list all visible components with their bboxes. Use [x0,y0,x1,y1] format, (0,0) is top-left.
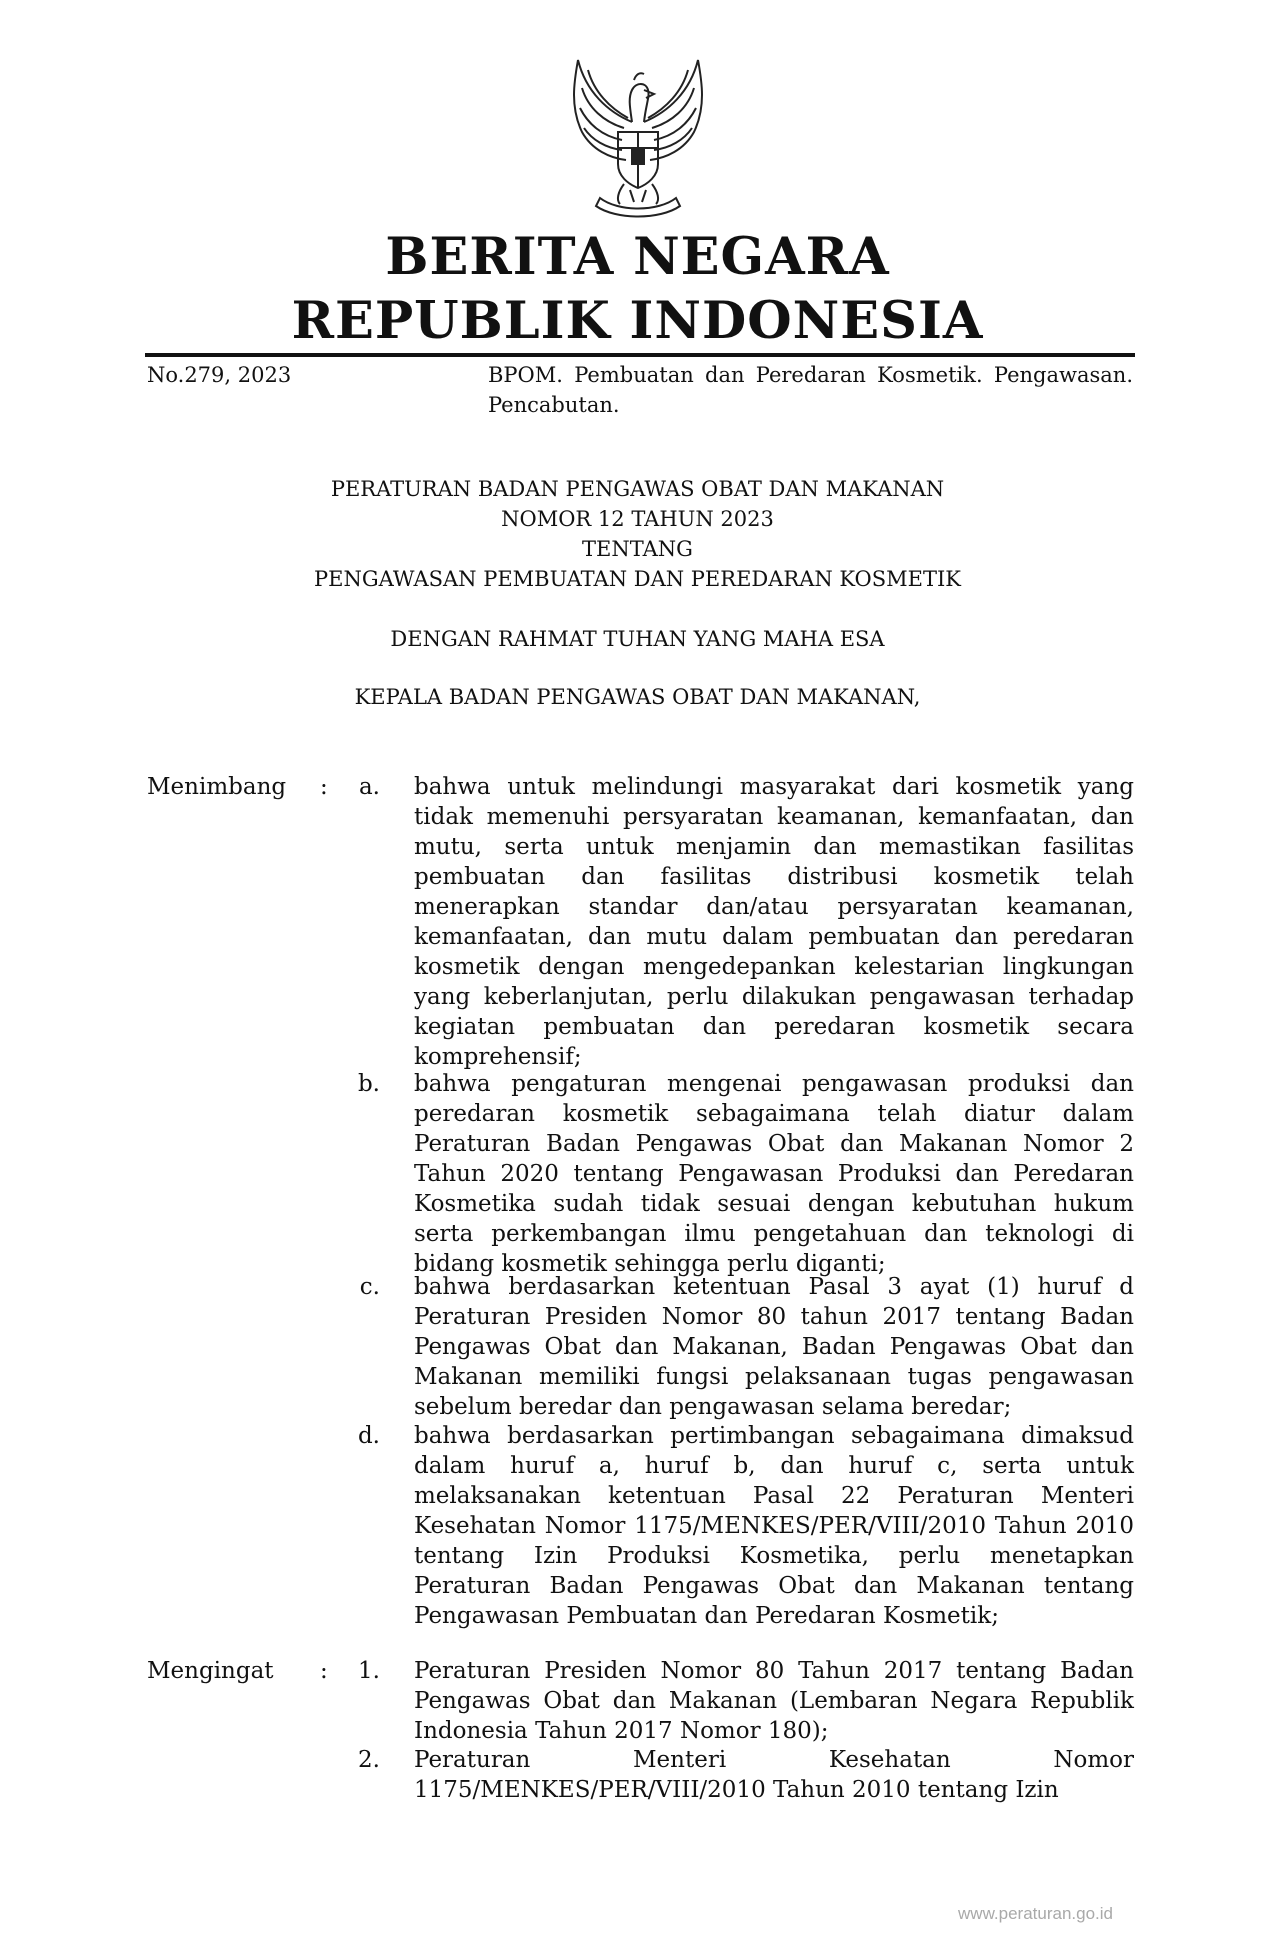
menimbang-colon: : [320,774,328,800]
regulation-title-line2: NOMOR 12 TAHUN 2023 [501,507,774,531]
menimbang-item-d-text: bahwa berdasarkan pertimbangan sebagaimana dimaksud dalam huruf a, huruf b, dan huruf c, serta untuk melaksanakan ketentuan Pasal 22 Peraturan Menteri Kesehatan Nomor 1175/MENKES/PER/VIII/2010 Tahun 2010 tentang Izin Produksi Kosmetika, perlu menetapkan Peraturan Badan Pengawas Obat dan Makanan tentang Pengawasan Pembuatan dan Peredaran Kosmetik; [414,1423,1134,1629]
masthead-divider [145,353,1135,357]
mengingat-item-1-marker: 1. [358,1658,380,1684]
regulation-title-line4: PENGAWASAN PEMBUATAN DAN PEREDARAN KOSMETIK [313,567,961,591]
issue-subject: BPOM. Pembuatan dan Peredaran Kosmetik. Pengawasan. Pencabutan. [488,363,1133,417]
invocation: DENGAN RAHMAT TUHAN YANG MAHA ESA [390,627,885,651]
menimbang-item-c-marker: c. [359,1274,380,1300]
masthead-line2: REPUBLIK INDONESIA [291,291,984,351]
footer-url: www.peraturan.go.id [958,1904,1113,1923]
garuda-pancasila-emblem-icon [548,52,728,222]
mengingat-item-1-text: Peraturan Presiden Nomor 80 Tahun 2017 tentang Badan Pengawas Obat dan Makanan (Lembaran Negara Republik Indonesia Tahun 2017 Nomor 180); [414,1658,1134,1744]
menimbang-item-d-marker: d. [357,1423,380,1449]
mengingat-colon: : [320,1658,328,1684]
issuing-official: KEPALA BADAN PENGAWAS OBAT DAN MAKANAN, [354,685,921,709]
mengingat-item-2-text: Peraturan Menteri Kesehatan Nomor 1175/MENKES/PER/VIII/2010 Tahun 2010 tentang Izin [414,1747,1134,1803]
menimbang-item-c-text: bahwa berdasarkan ketentuan Pasal 3 ayat (1) huruf d Peraturan Presiden Nomor 80 tahun 2017 tentang Badan Pengawas Obat dan Makanan, Badan Pengawas Obat dan Makanan memiliki fungsi pelaksanaan tugas pengawasan sebelum beredar dan pengawasan selama beredar; [414,1274,1134,1420]
mengingat-item-2-marker: 2. [358,1747,380,1773]
menimbang-item-a-marker: a. [358,774,380,800]
masthead-line1: BERITA NEGARA [385,227,890,287]
regulation-title [0,474,1275,594]
issue-number: No.279, 2023 [147,363,292,387]
regulation-title-line1: PERATURAN BADAN PENGAWAS OBAT DAN MAKANAN [330,477,945,501]
menimbang-item-b-marker: b. [357,1071,380,1097]
menimbang-item-b-text: bahwa pengaturan mengenai pengawasan produksi dan peredaran kosmetik sebagaimana telah diatur dalam Peraturan Badan Pengawas Obat dan Makanan Nomor 2 Tahun 2020 tentang Pengawasan Produksi dan Peredaran Kosmetika sudah tidak sesuai dengan kebutuhan hukum serta perkembangan ilmu pengetahuan dan teknologi di bidang kosmetik sehingga perlu diganti; [414,1071,1134,1277]
menimbang-item-a-text: bahwa untuk melindungi masyarakat dari kosmetik yang tidak memenuhi persyaratan keamanan, kemanfaatan, dan mutu, serta untuk menjamin dan memastikan fasilitas pembuatan dan fasilitas distribusi kosmetik telah menerapkan standar dan/atau persyaratan keamanan, kemanfaatan, dan mutu dalam pembuatan dan peredaran kosmetik dengan mengedepankan kelestarian lingkungan yang keberlanjutan, perlu dilakukan pengawasan terhadap kegiatan pembuatan dan peredaran kosmetik secara komprehensif; [414,774,1134,1070]
regulation-title-line3: TENTANG [582,537,693,561]
menimbang-label: Menimbang [147,774,287,800]
mengingat-label: Mengingat [147,1658,274,1684]
